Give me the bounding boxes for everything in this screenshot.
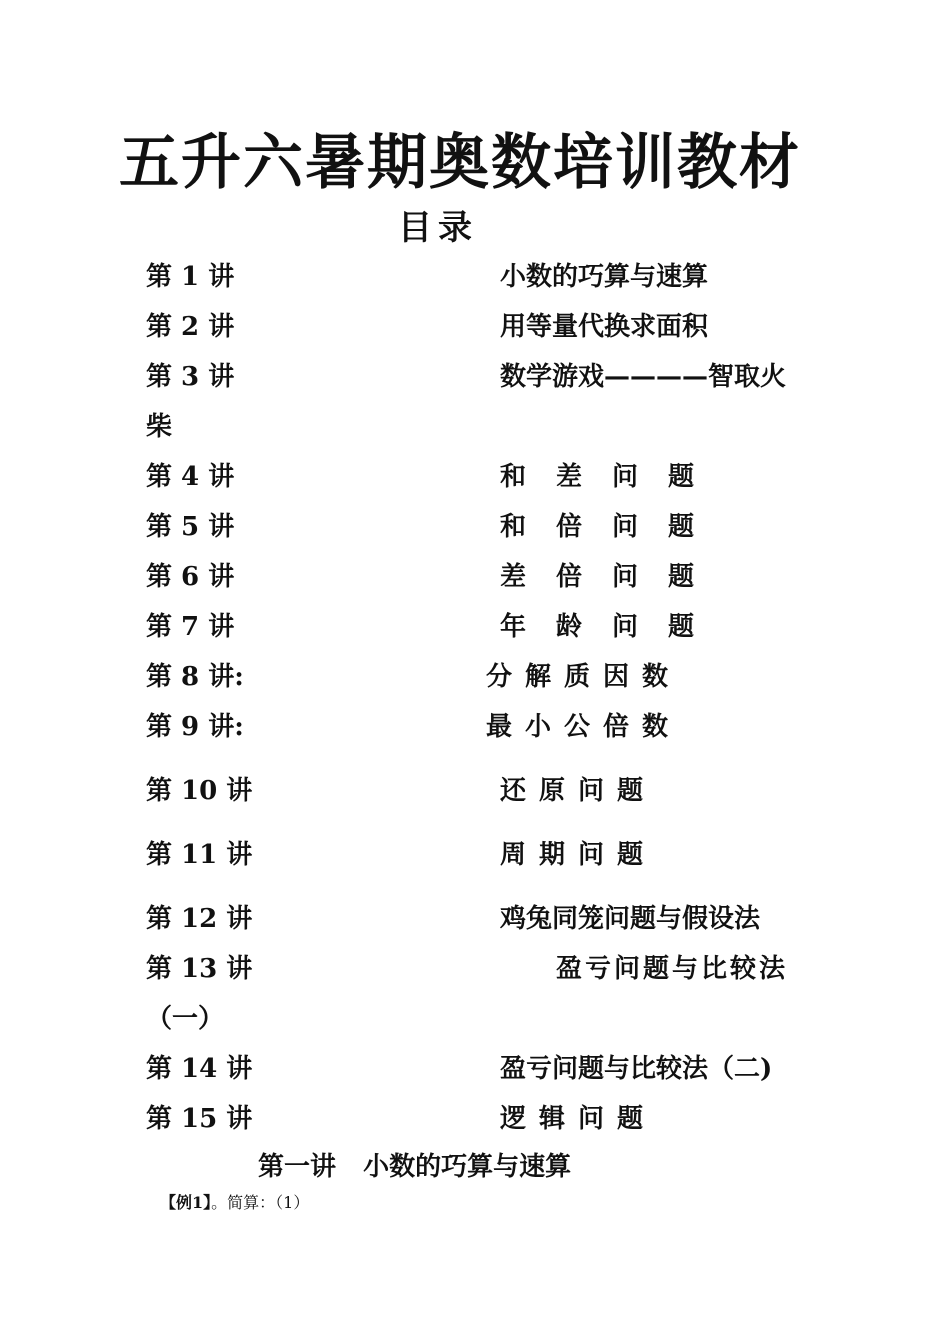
toc-topic: 逻辑问题 [500, 1104, 657, 1134]
example-line [160, 1190, 309, 1213]
toc-number: 第 9 讲: [146, 712, 244, 742]
toc-topic: 周期问题 [500, 840, 657, 870]
toc-topic-wrap: 柴 [146, 412, 173, 442]
toc-topic: 鸡兔同笼问题与假设法 [500, 904, 761, 934]
toc-topic: 盈亏问题与比较法 [556, 954, 789, 984]
toc-number: 第 3 讲 [146, 362, 235, 392]
toc-number: 第 12 讲 [146, 904, 253, 934]
toc-number: 第 2 讲 [146, 312, 235, 342]
toc-topic: 最小公倍数 [486, 712, 682, 742]
toc-topic: 差倍问题 [500, 562, 725, 592]
toc-number: 第 4 讲 [146, 462, 235, 492]
toc-topic: 还原问题 [500, 776, 657, 806]
toc-topic: 盈亏问题与比较法（二) [500, 1054, 773, 1084]
toc-topic: 年龄问题 [500, 612, 725, 642]
toc-number: 第 14 讲 [146, 1054, 253, 1084]
toc-number: 第 7 讲 [146, 612, 235, 642]
toc-heading: 目录 [398, 208, 478, 248]
toc-number: 第 8 讲: [146, 662, 244, 692]
toc-number: 第 15 讲 [146, 1104, 253, 1134]
lesson-heading: 第一讲 小数的巧算与速算 [258, 1152, 572, 1182]
toc-number: 第 6 讲 [146, 562, 235, 592]
toc-topic: 和差问题 [500, 462, 725, 492]
toc-topic: 用等量代换求面积 [500, 312, 709, 342]
toc-number: 第 5 讲 [146, 512, 235, 542]
toc-topic: 数学游戏————智取火 [500, 362, 787, 392]
example-text: 。简算：（1） [211, 1193, 310, 1212]
toc-topic: 和倍问题 [500, 512, 725, 542]
toc-number: 第 11 讲 [146, 840, 253, 870]
toc-number: 第 10 讲 [146, 776, 253, 806]
toc-topic: 小数的巧算与速算 [500, 262, 709, 292]
example-label: 【例1】 [160, 1193, 212, 1212]
toc-number: 第 13 讲 [146, 954, 253, 984]
toc-topic: 分解质因数 [486, 662, 682, 692]
document-title: 五升六暑期奥数培训教材 [119, 128, 801, 198]
toc-number: 第 1 讲 [146, 262, 235, 292]
toc-topic-wrap: （一） [146, 1004, 225, 1034]
